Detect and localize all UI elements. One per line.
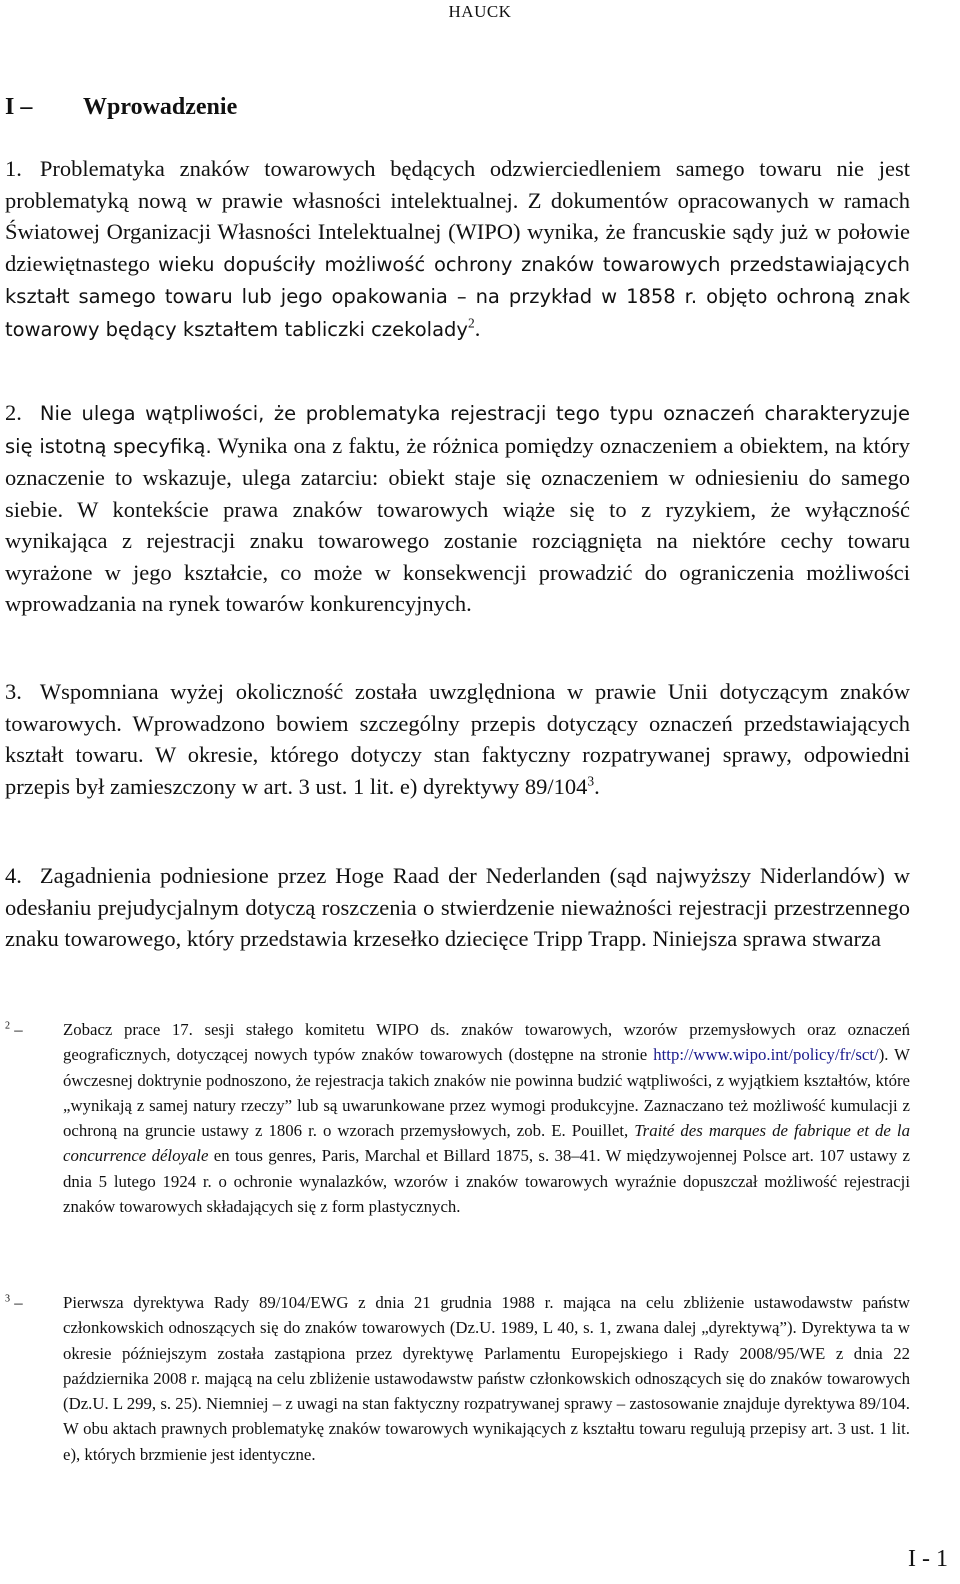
paragraph-end: .: [474, 315, 481, 341]
paragraph-text-sans: Nie ulega wątpliwości, że problematyka rejestracji tego typu oznaczeń charakteryzuje się istotną specyfiką.: [5, 402, 910, 458]
footnote-ref-2[interactable]: 2: [467, 315, 475, 330]
footnote-text: en tous genres, Paris, Marchal et Billard 1875, s. 38–41. W międzywojennej Polsce art. 107 ustawy z dnia 5 lutego 1924 r. o ochronie wynalazków, wzorów i znaków towarowych wyraźnie dopuszczał możliwość rejestracji znaków towarowych składających się z form plastycznych.: [63, 1146, 910, 1217]
paragraph-number: 3.: [5, 679, 22, 704]
paragraph-4: [5, 860, 910, 955]
running-header: HAUCK: [448, 2, 512, 21]
paragraph-text: Wynika ona z faktu, że różnica pomiędzy oznaczeniem a obiektem, na który oznaczenie to wskazuje, ulega zatarciu: obiekt staje się oznaczeniem w odniesieniu do samego siebie. W kontekście prawa znaków towarowych wiąże się to z ryzykiem, że wyłączność wynikająca z rejestracji znaku towarowego zostanie rozciągnięta na niektóre cechy towaru wyrażone w jego kształcie, co może w konsekwencji prowadzić do ograniczenia możliwości wprowadzania na rynek towarów konkurencyjnych.: [5, 432, 910, 616]
footnote-dash: –: [14, 1293, 23, 1312]
footnote-text: Zobacz prace 17. sesji stałego komitetu WIPO ds. znaków towarowych, wzorów przemysłowych oraz oznaczeń geograficznych, dotyczącej nowych typów znaków towarowych (dostępne na stronie: [63, 1020, 910, 1065]
paragraph-number: 1.: [5, 156, 22, 181]
footnote-dash: –: [14, 1020, 23, 1039]
paragraph-2: [5, 397, 910, 620]
footnote-marker: 3: [5, 1293, 11, 1305]
page-number: I - 1: [908, 1546, 948, 1572]
paragraph-text: Wspomniana wyżej okoliczność została uwzględniona w prawie Unii dotyczącym znaków towarowych. Wprowadzono bowiem szczególny przepis dotyczący oznaczeń przedstawiających kształt towaru. W okresie, którego dotyczy stan faktyczny rozpatrywanej sprawy, odpowiedni przepis był zamieszczony w art. 3 ust. 1 lit. e) dyrektywy 89/104: [5, 679, 910, 799]
paragraph-text: Zagadnienia podniesione przez Hoge Raad der Nederlanden (sąd najwyższy Niderlandów) w odesłaniu prejudycjalnym dotyczą roszczenia o stwierdzenie nieważności rejestracji przestrzennego znaku towarowego, który przedstawia krzesełko dziecięce Tripp Trapp. Niniejsza sprawa stwarza: [5, 863, 910, 951]
footnote-number: [5, 1017, 65, 1042]
footnote-text: ). W ówczesnej doktrynie podnoszono, że rejestracja takich znaków nie powinna budzić wątpliwości, z wyjątkiem kształtów, które „wynikają z samej natury rzeczy” lub są uwarunkowane przez wymogi produkcyjne. Zaznaczano też możliwość kumulacji z ochroną na gruncie ustawy z 1806 r. o wzorach przemysłowych, zob. E. Pouillet,: [63, 1045, 911, 1141]
paragraph-text-sans: wieku dopuściły możliwość ochrony znaków towarowych przedstawiających kształt samego towaru lub jego opakowania – na przykład w 1858 r. objęto ochroną znak towarowy będący kształtem tabliczki czekolady: [5, 252, 910, 341]
footnote-2: [5, 1017, 910, 1219]
paragraph-number: 2.: [5, 400, 22, 425]
section-number: I –: [5, 94, 33, 120]
wipo-link[interactable]: http://www.wipo.int/policy/fr/sct/: [653, 1045, 879, 1065]
footnote-3: [5, 1290, 910, 1467]
footnote-marker: 2: [5, 1020, 11, 1032]
paragraph-1: [5, 153, 910, 345]
paragraph-number: 4.: [5, 863, 22, 888]
paragraph-3: [5, 676, 910, 802]
section-title: Wprowadzenie: [83, 94, 238, 120]
footnote-body: [63, 1017, 910, 1219]
footnote-number: [5, 1290, 65, 1315]
footnote-text: Pierwsza dyrektywa Rady 89/104/EWG z dnia 21 grudnia 1988 r. mająca na celu zbliżenie ustawodawstw państw członkowskich odnoszących się do znaków towarowych (Dz.U. 1989, L 40, s. 1, zwana dalej „dyrektywą”). Dyrektywa ta w okresie późniejszym została zastąpiona przez dyrektywę Parlamentu Europejskiego i Rady 2008/95/WE z dnia 22 października 2008 r. mającą na celu zbliżenie ustawodawstw państw członkowskich odnoszących się do znaków towarowych (Dz.U. L 299, s. 25). Niemniej – z uwagi na stan faktyczny rozpatrywanej sprawy – zastosowanie znajduje dyrektywa 89/104. W obu aktach prawnych problematykę znaków towarowych wynikających z kształtu towaru regulują przepisy art. 3 ust. 1 lit. e), których brzmienie jest identyczne.: [63, 1293, 910, 1464]
footnote-ref-3[interactable]: 3: [587, 773, 595, 788]
paragraph-end: .: [594, 773, 600, 799]
footnote-body: [63, 1290, 910, 1467]
section-heading: [5, 94, 237, 121]
paragraph-text: Problematyka znaków towarowych będących odzwierciedleniem samego towaru nie jest problematyką nową w prawie własności intelektualnej. Z dokumentów opracowanych w ramach Światowej Organizacji Własności Intelektualnej (WIPO) wynika, że francuskie sądy już w połowie dziewiętnastego: [5, 156, 910, 276]
book-title: Traité des marques de fabrique et de la concurrence déloyale: [63, 1121, 910, 1166]
